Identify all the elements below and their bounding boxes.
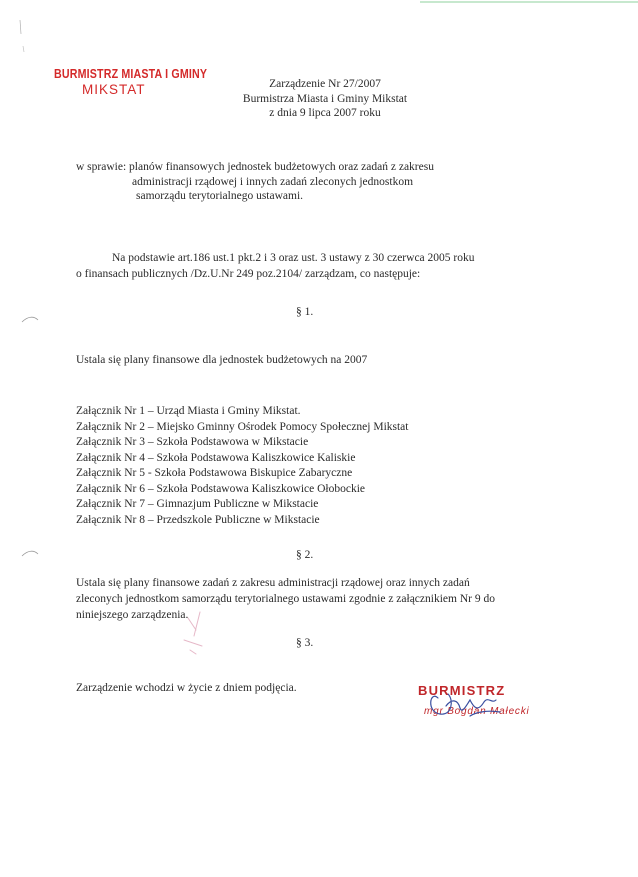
signature-title: BURMISTRZ bbox=[418, 683, 506, 698]
header-line-2: Burmistrza Miasta i Gminy Mikstat bbox=[242, 92, 408, 105]
section-3-heading: § 3. bbox=[296, 637, 314, 649]
scan-speck bbox=[20, 20, 21, 34]
attachment-item: Załącznik Nr 6 – Szkoła Podstawowa Kaliszkowice Ołobockie bbox=[76, 482, 366, 495]
section-3-text: Zarządzenie wchodzi w życie z dniem podjęcia. bbox=[76, 682, 297, 694]
subject-line-2: administracji rządowej i innych zadań zleconych jednostkom bbox=[132, 175, 414, 188]
section-1-text: Ustala się plany finansowe dla jednostek budżetowych na 2007 bbox=[76, 354, 368, 366]
stamp-line-2: MIKSTAT bbox=[82, 82, 146, 97]
stamp-line-1: BURMISTRZ MIASTA I GMINY bbox=[54, 66, 208, 81]
section-2-line-1: Ustala się plany finansowe zadań z zakresu administracji rządowej oraz innych zadań bbox=[76, 577, 470, 589]
scan-speck bbox=[23, 46, 24, 52]
margin-mark bbox=[22, 317, 38, 322]
attachment-item: Załącznik Nr 1 – Urząd Miasta i Gminy Mikstat. bbox=[76, 405, 301, 417]
section-1-heading: § 1. bbox=[296, 306, 314, 318]
preamble bbox=[76, 250, 546, 282]
attachment-item: Załącznik Nr 5 - Szkoła Podstawowa Biskupice Zabaryczne bbox=[76, 467, 353, 479]
preamble-line-2: o finansach publicznych /Dz.U.Nr 249 poz.2104/ zarządzam, co następuje: bbox=[76, 268, 421, 280]
attachment-list bbox=[76, 404, 408, 528]
subject-line-3: samorządu terytorialnego ustawami. bbox=[136, 190, 304, 202]
section-2-heading: § 2. bbox=[296, 549, 314, 561]
margin-mark bbox=[22, 551, 38, 556]
signature-name: mgr Bogdan Małecki bbox=[424, 706, 530, 717]
section-2-line-2: zleconych jednostkom samorządu terytorialnego ustawami zgodnie z załącznikiem Nr 9 do bbox=[76, 593, 495, 605]
header-line-3: z dnia 9 lipca 2007 roku bbox=[269, 107, 381, 119]
document-header bbox=[210, 77, 440, 121]
attachment-item: Załącznik Nr 3 – Szkoła Podstawowa w Mikstacie bbox=[76, 436, 309, 448]
office-stamp bbox=[54, 66, 214, 97]
section-2-line-3: niniejszego zarządzenia. bbox=[76, 609, 189, 621]
subject-line-1: w sprawie: planów finansowych jednostek budżetowych oraz zadań z zakresu bbox=[76, 161, 434, 173]
subject-block bbox=[76, 160, 556, 204]
preamble-line-1: Na podstawie art.186 ust.1 pkt.2 i 3 oraz ust. 3 ustawy z 30 czerwca 2005 roku bbox=[112, 252, 475, 264]
attachment-item: Załącznik Nr 4 – Szkoła Podstawowa Kaliszkowice Kaliskie bbox=[76, 451, 356, 464]
attachment-item: Załącznik Nr 2 – Miejsko Gminny Ośrodek Pomocy Społecznej Mikstat bbox=[76, 420, 409, 433]
attachment-item: Załącznik Nr 7 – Gimnazjum Publiczne w Mikstacie bbox=[76, 498, 319, 510]
attachment-item: Załącznik Nr 8 – Przedszkole Publiczne w Mikstacie bbox=[76, 513, 320, 526]
header-line-1: Zarządzenie Nr 27/2007 bbox=[269, 78, 381, 90]
signature-block bbox=[418, 683, 538, 717]
section-2-text bbox=[76, 575, 546, 623]
